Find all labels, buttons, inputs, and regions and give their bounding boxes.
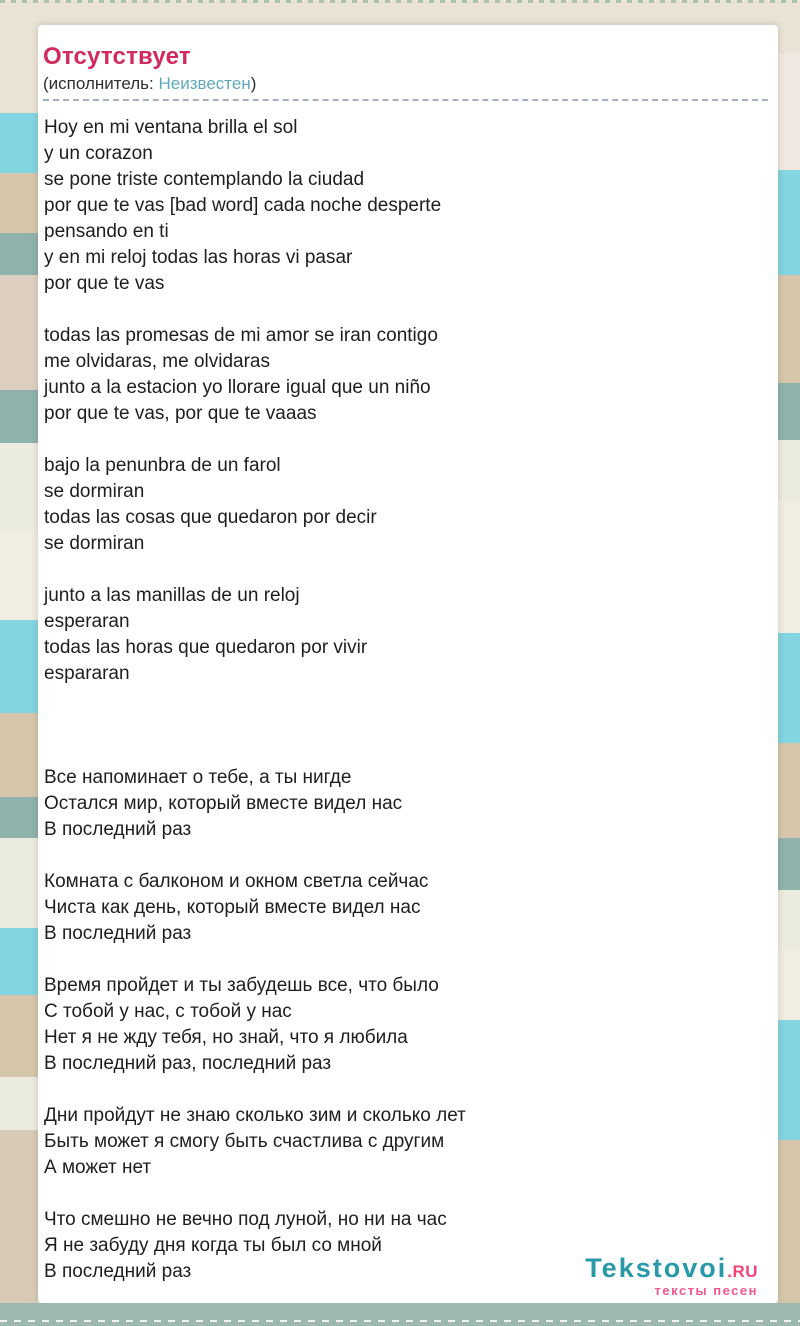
lyric-line: junto a la estacion yo llorare igual que un niño (44, 376, 431, 398)
lyric-line: junto a las manillas de un reloj (44, 584, 300, 606)
lyric-line (44, 687, 768, 713)
lyric-line: por que te vas, por que te vaaas (44, 402, 317, 424)
top-dashed-border (0, 0, 800, 3)
logo-text: Tekstovoi (585, 1253, 728, 1283)
lyric-line: todas las horas que quedaron por vivir (44, 636, 368, 658)
lyric-line (44, 1077, 768, 1103)
lyric-line: espararan (44, 662, 130, 684)
lyric-line: y en mi reloj todas las horas vi pasar (44, 246, 353, 268)
artist-label-close: ) (250, 73, 257, 93)
lyric-line: Все напоминает о тебе, а ты нигде (44, 766, 352, 788)
lyric-line: Быть может я смогу быть счастлива с другим (44, 1130, 445, 1152)
lyric-line (44, 297, 768, 323)
lyric-line: pensando en ti (44, 220, 169, 242)
lyric-line (44, 557, 768, 583)
lyric-line: todas las cosas que quedaron por decir (44, 506, 377, 528)
lyric-line (44, 713, 768, 739)
lyric-line (44, 739, 768, 765)
lyric-line: В последний раз (44, 922, 192, 944)
lyrics-block (43, 115, 768, 1285)
lyric-line: С тобой у нас, с тобой у нас (44, 1000, 292, 1022)
lyric-line: В последний раз, последний раз (44, 1052, 332, 1074)
lyric-line: Чиста как день, который вместе видел нас (44, 896, 421, 918)
lyric-line: В последний раз (44, 818, 192, 840)
artist-line (43, 74, 768, 94)
lyric-line: se dormiran (44, 532, 145, 554)
lyric-line: Нет я не жду тебя, но знай, что я любила (44, 1026, 408, 1048)
lyric-line: por que te vas (44, 272, 165, 294)
lyric-line: Остался мир, который вместе видел нас (44, 792, 403, 814)
artist-label-prefix: (исполнитель: (43, 73, 159, 93)
lyric-line: todas las promesas de mi amor se iran contigo (44, 324, 438, 346)
left-stripe-decoration (0, 0, 38, 1326)
lyric-line: me olvidaras, me olvidaras (44, 350, 270, 372)
logo-domain: .RU (727, 1262, 758, 1281)
bottom-bar-dashed-line (0, 1320, 800, 1322)
page-title: Отсутствует (43, 43, 191, 70)
lyric-line: Комната с балконом и окном светла сейчас (44, 870, 429, 892)
logo-tagline: тексты песен (654, 1283, 758, 1298)
lyric-line (44, 427, 768, 453)
artist-link[interactable]: Неизвестен (158, 73, 251, 93)
lyric-line (44, 947, 768, 973)
lyric-line: Я не забуду дня когда ты был со мной (44, 1234, 382, 1256)
bottom-bar (0, 1303, 800, 1326)
header-separator (43, 99, 768, 101)
logo-wordmark (585, 1255, 758, 1282)
site-logo[interactable] (585, 1255, 758, 1297)
lyric-line: bajo la penunbra de un farol (44, 454, 281, 476)
lyric-line: Время пройдет и ты забудешь все, что было (44, 974, 439, 996)
lyric-line: В последний раз (44, 1260, 192, 1282)
lyric-line (44, 1181, 768, 1207)
content-panel (38, 25, 778, 1303)
lyric-line: esperaran (44, 610, 130, 632)
lyric-line: Дни пройдут не знаю сколько зим и сколько лет (44, 1104, 466, 1126)
lyric-line (44, 843, 768, 869)
right-stripe-decoration (778, 0, 800, 1326)
lyric-line: se dormiran (44, 480, 145, 502)
lyric-line: А может нет (44, 1156, 152, 1178)
lyric-line: Hoy en mi ventana brilla el sol (44, 116, 298, 138)
lyric-line: por que te vas [bad word] cada noche desperte (44, 194, 442, 216)
lyric-line: y un corazon (44, 142, 153, 164)
lyric-line: Что смешно не вечно под луной, но ни на час (44, 1208, 447, 1230)
lyric-line: se pone triste contemplando la ciudad (44, 168, 365, 190)
